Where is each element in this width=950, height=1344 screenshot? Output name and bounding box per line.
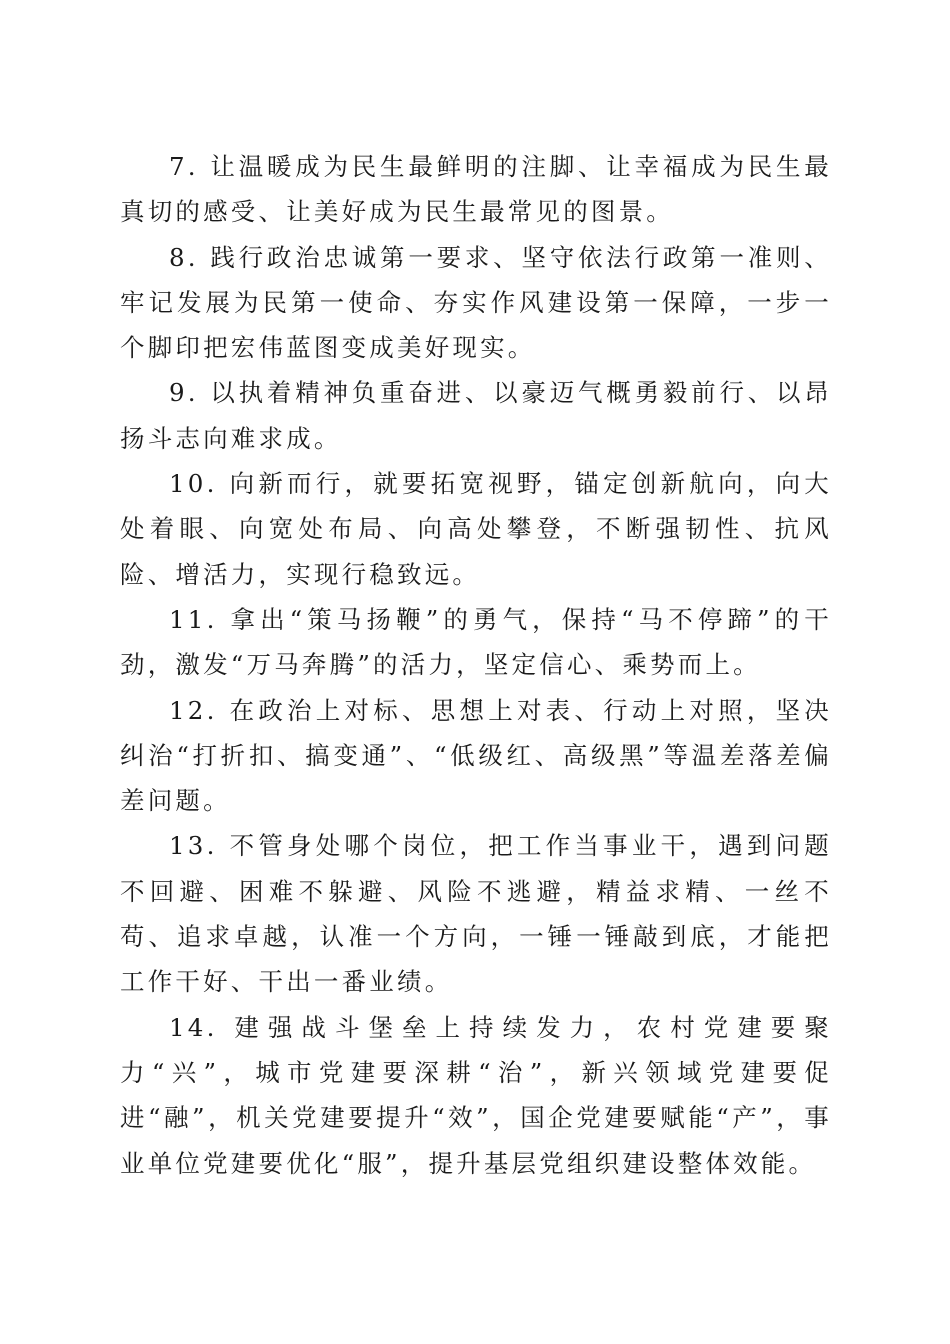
paragraph-11: 11. 拿出“策马扬鞭”的勇气，保持“马不停蹄”的干劲，激发“万马奔腾”的活力，坚定信心、乘势而上。 <box>120 604 832 680</box>
paragraph-14: 14. 建强战斗堡垒上持续发力，农村党建要聚力“兴”，城市党建要深耕“治”，新兴领域党建要促进“融”，机关党建要提升“效”，国企党建要赋能“产”，事业单位党建要优化“服”，提升基层党组织建设整体效能。 <box>120 1012 832 1178</box>
paragraph-8: 8. 践行政治忠诚第一要求、坚守依法行政第一准则、牢记发展为民第一使命、夯实作风建设第一保障，一步一个脚印把宏伟蓝图变成美好现实。 <box>120 242 832 363</box>
document-body <box>120 144 832 1186</box>
paragraph-10: 10. 向新而行，就要拓宽视野，锚定创新航向，向大处着眼、向宽处布局、向高处攀登，不断强韧性、抗风险、增活力，实现行稳致远。 <box>120 469 832 589</box>
paragraph-12: 12. 在政治上对标、思想上对表、行动上对照，坚决纠治“打折扣、搞变通”、“低级红、高级黑”等温差落差偏差问题。 <box>120 695 832 816</box>
paragraph-9: 9. 以执着精神负重奋进、以豪迈气概勇毅前行、以昂扬斗志向难求成。 <box>120 378 832 453</box>
paragraph-13: 13. 不管身处哪个岗位，把工作当事业干，遇到问题不回避、困难不躲避、风险不逃避，精益求精、一丝不苟、追求卓越，认准一个方向，一锤一锤敲到底，才能把工作干好、干出一番业绩。 <box>120 831 832 997</box>
paragraph-7: 7. 让温暖成为民生最鲜明的注脚、让幸福成为民生最真切的感受、让美好成为民生最常见的图景。 <box>120 152 832 227</box>
